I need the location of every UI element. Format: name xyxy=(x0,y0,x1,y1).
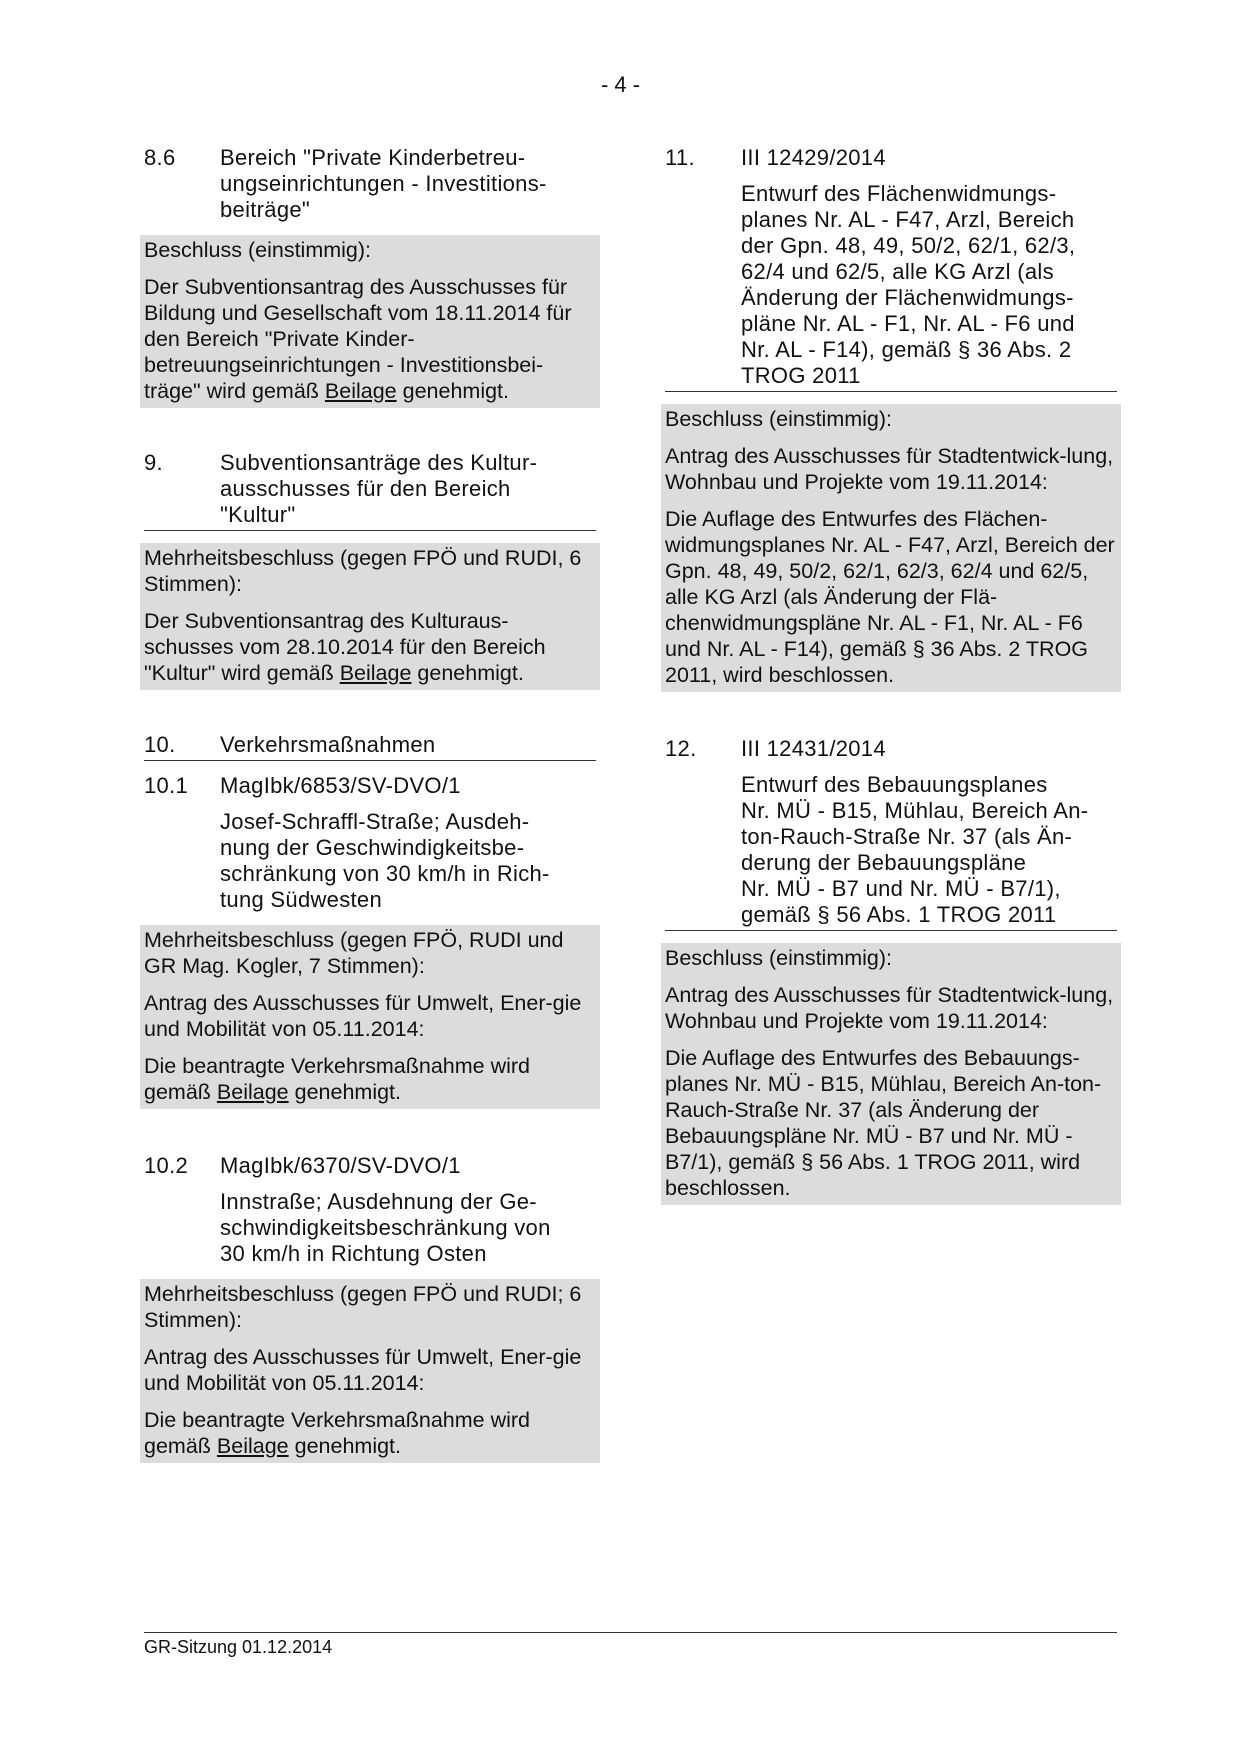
motion-text: Antrag des Ausschusses für Stadtentwick-lung, Wohnbau und Projekte vom 19.11.2014: xyxy=(665,983,1114,1033)
decision-label: Beschluss (einstimmig): xyxy=(665,407,892,431)
decision-label: Mehrheitsbeschluss (gegen FPÖ und RUDI, 6 Stimmen): xyxy=(144,546,582,596)
attachment-link[interactable]: Beilage xyxy=(216,1434,289,1458)
item-description: Josef-Schraffl-Straße; Ausdeh- nung der Geschwindigkeitsbe- schränkung von 30 km/h in Rich- tung Südwesten xyxy=(220,809,550,912)
item-number: 9. xyxy=(144,450,163,475)
decision-text: Der Subventionsantrag des Kulturaus-schusses vom 28.10.2014 für den Bereich "Kultur" wird gemäß Beilage genehmigt. xyxy=(144,609,546,685)
agenda-item-10-2 xyxy=(144,1153,596,1463)
agenda-item-10 xyxy=(144,732,596,761)
resolution-text: Die Auflage des Entwurfes des Flächen-widmungsplanes Nr. AL - F47, Arzl, Bereich der Gpn. 48, 49, 50/2, 62/1, 62/3, 62/4 und 62/5, alle KG Arzl (als Änderung der Flä-chenwidmungspläne Nr. AL - F1, Nr. AL - F6 und Nr. AL - F14), gemäß § 36 Abs. 2 TROG 2011, wird beschlossen. xyxy=(665,507,1115,687)
motion-text: Antrag des Ausschusses für Umwelt, Ener-gie und Mobilität von 05.11.2014: xyxy=(144,991,582,1041)
decision-box xyxy=(140,235,600,408)
item-description: Entwurf des Bebauungsplanes Nr. MÜ - B15, Mühlau, Bereich An- ton-Rauch-Straße Nr. 37 (als Än- derung der Bebauungspläne Nr. MÜ - B7 und Nr. MÜ - B7/1), gemäß § 56 Abs. 1 TROG 2011 xyxy=(665,772,1117,931)
item-description: Entwurf des Flächenwidmungs- planes Nr. AL - F47, Arzl, Bereich der Gpn. 48, 49, 50/2, 62/1, 62/3, 62/4 und 62/5, alle KG Arzl (als Änderung der Flächenwidmungs- pläne Nr. AL - F1, Nr. AL - F6 und Nr. AL - F14), gemäß § 36 Abs. 2 TROG 2011 xyxy=(665,181,1117,392)
decision-box xyxy=(140,1279,600,1463)
item-code: MagIbk/6853/SV-DVO/1 xyxy=(220,773,461,798)
item-code: MagIbk/6370/SV-DVO/1 xyxy=(220,1153,461,1178)
item-title: Bereich "Private Kinderbetreu-ungseinrichtungen - Investitions-beiträge" xyxy=(220,145,547,222)
item-title: Subventionsanträge des Kultur- ausschusses für den Bereich "Kultur" xyxy=(220,450,538,527)
attachment-link[interactable]: Beilage xyxy=(339,661,412,685)
decision-box xyxy=(140,925,600,1109)
decision-text: Der Subventionsantrag des Ausschusses für Bildung und Gesellschaft vom 18.11.2014 für den Bereich "Private Kinder-betreuungseinrichtungen - Investitionsbei-träge" wird gemäß Beilage genehmigt. xyxy=(144,275,572,403)
agenda-item-11 xyxy=(665,145,1117,692)
motion-text: Antrag des Ausschusses für Stadtentwick-lung, Wohnbau und Projekte vom 19.11.2014: xyxy=(665,444,1114,494)
decision-box xyxy=(140,543,600,690)
page-number: - 4 - xyxy=(600,72,641,97)
item-description: Innstraße; Ausdehnung der Ge- schwindigkeitsbeschränkung von 30 km/h in Richtung Osten xyxy=(220,1189,551,1266)
decision-label: Beschluss (einstimmig): xyxy=(144,238,371,262)
item-title: Verkehrsmaßnahmen xyxy=(220,732,436,757)
item-number: 12. xyxy=(665,736,697,761)
attachment-link[interactable]: Beilage xyxy=(216,1080,289,1104)
item-code: III 12431/2014 xyxy=(741,736,886,761)
motion-text: Antrag des Ausschusses für Umwelt, Ener-gie und Mobilität von 05.11.2014: xyxy=(144,1345,582,1395)
attachment-link[interactable]: Beilage xyxy=(324,379,397,403)
item-number: 8.6 xyxy=(144,145,176,170)
left-column xyxy=(144,145,596,1463)
agenda-item-12 xyxy=(665,736,1117,1205)
agenda-item-8-6 xyxy=(144,145,596,408)
resolution-text: Die Auflage des Entwurfes des Bebauungs-planes Nr. MÜ - B15, Mühlau, Bereich An-ton-Rauch-Straße Nr. 37 (als Änderung der Bebauungspläne Nr. MÜ - B7 und Nr. MÜ - B7/1), gemäß § 56 Abs. 1 TROG 2011, wird beschlossen. xyxy=(665,1046,1102,1200)
decision-text: Die beantragte Verkehrsmaßnahme wird gemäß Beilage genehmigt. xyxy=(144,1408,530,1458)
item-number: 10.1 xyxy=(144,773,189,798)
item-code: III 12429/2014 xyxy=(741,145,886,170)
decision-label: Mehrheitsbeschluss (gegen FPÖ, RUDI und GR Mag. Kogler, 7 Stimmen): xyxy=(144,928,564,978)
item-number: 10. xyxy=(144,732,176,757)
page-footer: GR-Sitzung 01.12.2014 xyxy=(144,1632,1117,1658)
right-column xyxy=(665,145,1117,1205)
decision-label: Mehrheitsbeschluss (gegen FPÖ und RUDI; 6 Stimmen): xyxy=(144,1282,582,1332)
decision-label: Beschluss (einstimmig): xyxy=(665,946,892,970)
decision-text: Die beantragte Verkehrsmaßnahme wird gemäß Beilage genehmigt. xyxy=(144,1054,530,1104)
item-number: 10.2 xyxy=(144,1153,189,1178)
agenda-item-9 xyxy=(144,450,596,690)
decision-box xyxy=(661,404,1121,692)
agenda-item-10-1 xyxy=(144,773,596,1109)
item-number: 11. xyxy=(665,145,695,170)
decision-box xyxy=(661,943,1121,1205)
